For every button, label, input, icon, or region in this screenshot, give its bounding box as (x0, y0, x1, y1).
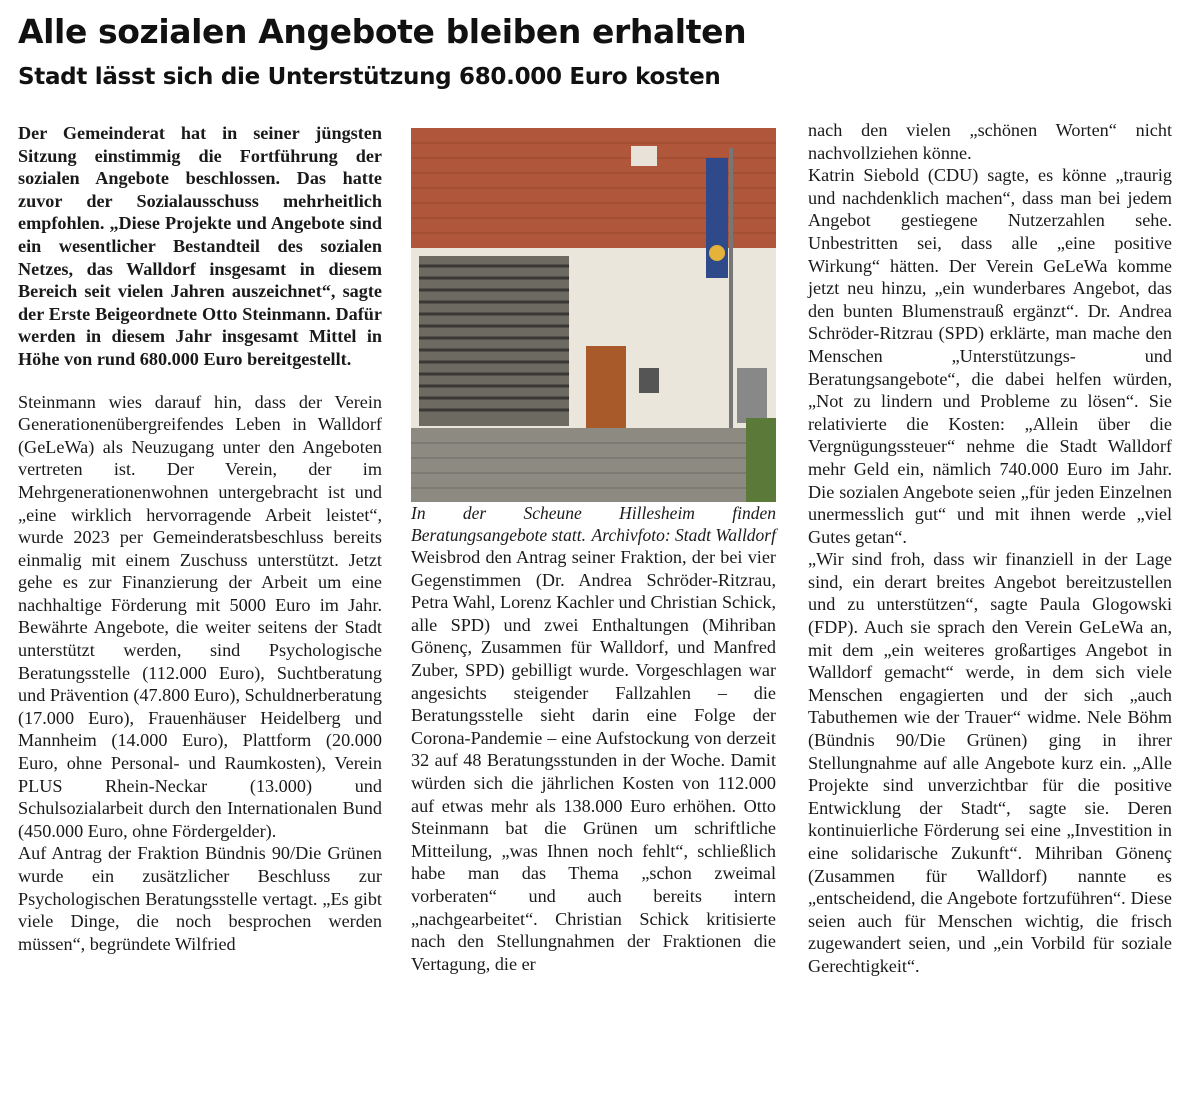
photo-credit: Archivfoto: Stadt Walldorf (591, 525, 776, 545)
building-photo-illustration (411, 128, 776, 502)
article-column-3 (808, 119, 1172, 978)
body-paragraph: „Wir sind froh, dass wir finanziell in der Lage sind, ein derart breites Angebot bereitzustellen und zu unterstützen“, sagte Paula Glogowski (FDP). Auch sie sprach den Verein GeLeWa an, mit dem „ein weiteres großartiges Angebot in Walldorf gemacht“ werde, in dem sich viele Menschen engagierten und der sich „auch Tabuthemen wie der Trauer“ widme. Nele Böhm (Bündnis 90/Die Grünen) ging in ihrer Stellungnahme auf alle Angebote kurz ein. „Alle Projekte sind unverzichtbar für die positive Entwicklung der Stadt“, sagte sie. Deren kontinuierliche Förderung sei eine „Investition in eine solidarische Zukunft“. Mihriban Gönenç (Zusammen für Walldorf) nannte es „entscheidend, die Angebote fortzuführen“. Diese seien auch für Menschen wichtig, die frisch zugewandert seien, und „ein Vorbild für soziale Gerechtigkeit“. (808, 549, 1172, 976)
lead-paragraph: Der Gemeinderat hat in seiner jüngsten Sitzung einstimmig die Fortführung der sozialen Angebote beschlossen. Das hatte zuvor der Sozialausschuss mehrheitlich empfohlen. „Diese Projekte und Angebote sind ein wesentlicher Bestandteil des sozialen Netzes, das Walldorf insgesamt in diesem Bereich seit vielen Jahren auszeichnet“, sagte der Erste Beigeordnete Otto Steinmann. Dafür werden in diesem Jahr insgesamt Mittel in Höhe von rund 680.000 Euro bereitgestellt. (18, 123, 382, 369)
caption-text: In der Scheune Hillesheim finden Beratungsangebote statt. (411, 503, 776, 545)
article-column-1 (18, 122, 382, 955)
body-paragraph: Weisbrod den Antrag seiner Fraktion, der bei vier Gegenstimmen (Dr. Andrea Schröder-Ritzrau, Petra Wahl, Lorenz Kachler und Christian Schick, alle SPD) und zwei Enthaltungen (Mihriban Gönenç, Zusammen für Walldorf, und Manfred Zuber, SPD) gebilligt wurde. Vorgeschlagen war angesichts steigender Fallzahlen – die Beratungsstelle sieht darin eine Folge der Corona-Pandemie – eine Aufstockung von derzeit 32 auf 48 Beratungsstunden in der Woche. Damit würden sich die jährlichen Kosten von 112.000 auf etwas mehr als 138.000 Euro erhöhen. Otto Steinmann bat die Grünen um schriftliche Mitteilung, „was Ihnen noch fehlt“, schließlich habe man das Thema „schon zweimal vorberaten“ und auch bereits intern „nachgearbeitet“. Christian Schick kritisierte nach den Stellungnahmen der Fraktionen die Vertagung, die er (411, 547, 776, 974)
article-photo (411, 128, 776, 502)
body-paragraph: Steinmann wies darauf hin, dass der Verein Generationenübergreifendes Leben in Walldorf (GeLeWa) als Neuzugang unter den Angeboten vertreten ist. Der Verein, der im Mehrgenerationenwohnen untergebracht ist und „eine wirklich hervorragende Arbeit leistet“, wurde 2023 per Gemeinderatsbeschluss bereits einmalig mit einem Zuschuss unterstützt. Jetzt gehe es zur Finanzierung der Arbeit um eine nachhaltige Förderung mit 5000 Euro im Jahr. Bewährte Angebote, die weiter seitens der Stadt unterstützt werden, sind Psychologische Beratungsstelle (112.000 Euro), Suchtberatung und Prävention (47.800 Euro), Schuldnerberatung (17.000 Euro), Frauenhäuser Heidelberg und Mannheim (14.000 Euro), Plattform (20.000 Euro, ohne Personal- und Raumkosten), Verein PLUS Rhein-Neckar (13.000) und Schulsozialarbeit durch den Internationalen Bund (450.000 Euro, ohne Fördergelder). (18, 391, 382, 841)
body-paragraph: Katrin Siebold (CDU) sagte, es könne „traurig und nachdenklich machen“, dass man bei jedem Angebot gestiegene Nutzerzahlen sehe. Unbestritten sei, dass alle „eine positive Wirkung“ hätten. Der Verein GeLeWa komme jetzt neu hinzu, „ein wunderbares Angebot, das den bunten Blumenstrauß ergänzt“. Dr. Andrea Schröder-Ritzrau (SPD) erklärte, man mache den Menschen „Unterstützungs- und Beratungsangebote“, die dabei helfen würden, „Not zu lindern und Probleme zu lösen“. Sie relativierte die Kosten: „Allein über die Vergnügungssteuer“ nehme die Stadt Walldorf mehr Geld ein, nämlich 740.000 Euro im Jahr. Die sozialen Angebote seien „für jeden Einzelnen unermesslich gut“ und mit ihnen werde „viel Gutes getan“. (808, 165, 1172, 547)
article-column-2 (411, 128, 776, 975)
subheadline: Stadt lässt sich die Unterstützung 680.000 Euro kosten (18, 64, 721, 90)
body-paragraph: Auf Antrag der Fraktion Bündnis 90/Die Grünen wurde ein zusätzlicher Beschluss zur Psychologischen Beratungsstelle vertagt. „Es gibt viele Dinge, die noch besprochen werden müssen“, begründete Wilfried (18, 843, 382, 954)
headline: Alle sozialen Angebote bleiben erhalten (18, 12, 747, 51)
body-paragraph: nach den vielen „schönen Worten“ nicht nachvollziehen könne. (808, 120, 1172, 163)
photo-caption (411, 502, 776, 546)
